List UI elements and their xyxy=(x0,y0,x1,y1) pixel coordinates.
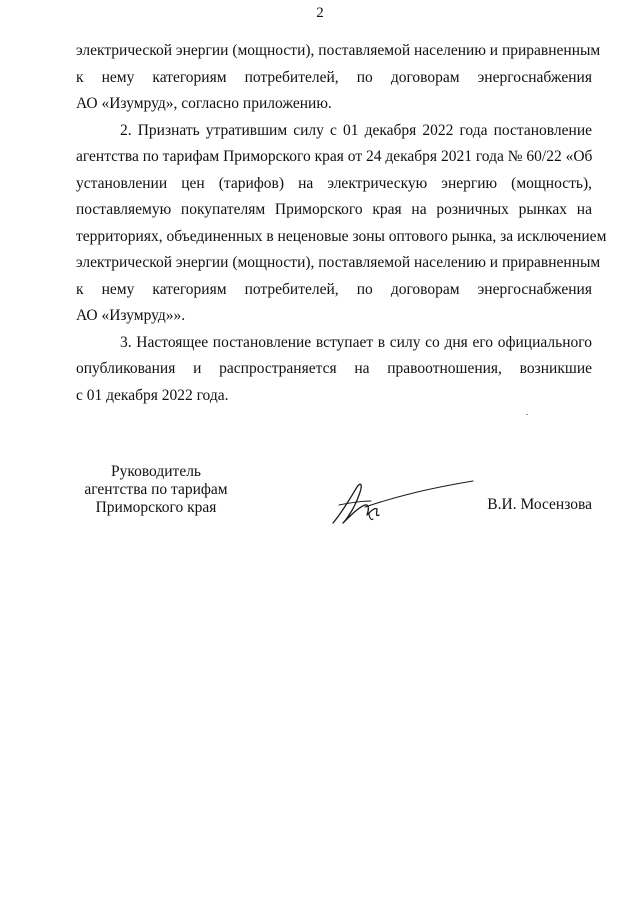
signer-position-line: агентства по тарифам xyxy=(84,481,228,498)
text-line: территориях, объединенных в неценовые зоны оптового рынка, за исключением xyxy=(76,227,607,245)
paragraph-item-2 xyxy=(76,118,607,330)
paragraph-item-3 xyxy=(76,330,592,410)
signer-position xyxy=(76,463,236,517)
text-line: электрической энергии (мощности), поставляемой населению и приравненным xyxy=(76,42,601,59)
text-line: агентства по тарифам Приморского края от 24 декабря 2021 года № 60/22 «Об xyxy=(76,148,593,165)
text-line: 2. Признать утратившим силу с 01 декабря 2022 года постановление xyxy=(120,121,592,139)
text-line: электрической энергии (мощности), поставляемой населению и приравненным xyxy=(76,254,601,271)
signature-block xyxy=(0,463,640,543)
text-line: 3. Настоящее постановление вступает в силу со дня его официального xyxy=(120,333,592,351)
handwritten-signature xyxy=(325,471,475,531)
text-line: к нему категориям потребителей, по договорам энергоснабжения xyxy=(76,280,592,298)
page-number: 2 xyxy=(316,5,324,21)
paragraph-continuation xyxy=(76,38,601,118)
text-line: поставляемую покупателям Приморского края на розничных рынках на xyxy=(76,201,592,218)
text-line: к нему категориям потребителей, по договорам энергоснабжения xyxy=(76,68,592,86)
signer-position-line: Руководитель xyxy=(110,463,202,480)
text-line: с 01 декабря 2022 года. xyxy=(76,386,229,404)
signer-position-line: Приморского края xyxy=(95,499,217,516)
text-line: АО «Изумруд»». xyxy=(76,307,186,324)
document-body xyxy=(76,38,607,409)
text-line: опубликования и распространяется на правоотношения, возникшие xyxy=(76,360,592,377)
text-line: АО «Изумруд», согласно приложению. xyxy=(76,95,332,112)
signer-name: В.И. Мосензова xyxy=(487,496,592,513)
text-line: установлении цен (тарифов) на электрическую энергию (мощность), xyxy=(76,174,592,192)
scan-speck xyxy=(526,414,528,415)
